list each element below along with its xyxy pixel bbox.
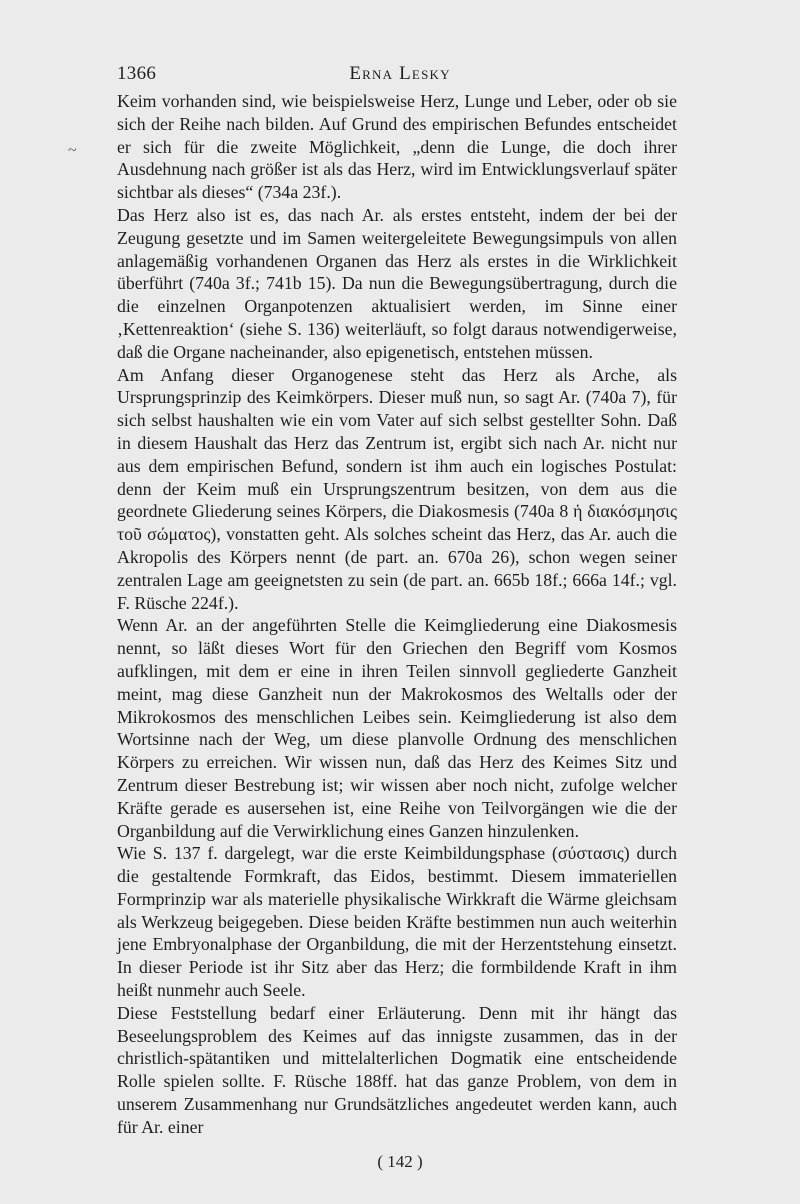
paragraph: Am Anfang dieser Organogenese steht das Herz als Arche, als Ursprungsprinzip des Keimkörpers. Dieser muß nun, so sagt Ar. (740a 7), für sich selbst haushalten wie ein vom Vater auf sich selbst gestellter Sohn. Daß in diesem Haushalt das Herz das Zentrum ist, ergibt sich nach Ar. nicht nur aus dem empirischen Befund, sondern ist ihm auch ein logisches Postulat: denn der Keim muß ein Ursprungszentrum besitzen, von dem aus die geordnete Gliederung seines Körpers, die Diakosmesis (740a 8 ἡ διακόσμησις τοῦ σώματος), vonstatten geht. Als solches scheint das Herz, das Ar. auch die Akropolis des Körpers nennt (de part. an. 670a 26), schon wegen seiner zentralen Lage am geeignetsten zu sein (de part. an. 665b 18f.; 666a 14f.; vgl. F. Rüsche 224f.). — [117, 364, 677, 613]
page-number: 1366 — [117, 63, 157, 84]
folio: ( 142 ) — [377, 1152, 423, 1171]
running-head — [117, 63, 683, 89]
body-text — [117, 90, 677, 1139]
paragraph: Wenn Ar. an der angeführten Stelle die Keimgliederung eine Diakosmesis nennt, so läßt dieses Wort für den Griechen den Begriff vom Kosmos aufklingen, mit dem er eine in ihren Teilen sinnvoll gegliederte Ganzheit meint, mag diese Ganzheit nun der Makrokosmos des Weltalls oder der Mikrokosmos des menschlichen Leibes sein. Keimgliederung ist also dem Wortsinne nach der Weg, um diese planvolle Ordnung des menschlichen Körpers zu erreichen. Wir wissen nun, daß das Herz des Keimes Sitz und Zentrum dieser Bestrebung ist; wir wissen aber noch nicht, zufolge welcher Kräfte gerade es ausersehen ist, eine Reihe von Teilvorgängen wie die der Organbildung auf die Verwirklichung eines Ganzen hinzulenken. — [117, 615, 677, 841]
paragraph: Wie S. 137 f. dargelegt, war die erste Keimbildungsphase (σύστασις) durch die gestaltende Formkraft, das Eidos, bestimmt. Diesem immateriellen Formprinzip war als materielle physikalische Wirkkraft die Wärme gleichsam als Werkzeug beigegeben. Diese beiden Kräfte bestimmen nun auch weiterhin jene Embryonalphase der Organbildung, die mit der Herzentstehung einsetzt. In dieser Periode ist ihr Sitz aber das Herz; die formbildende Kraft in ihm heißt nunmehr auch Seele. — [117, 843, 677, 1001]
running-head-author: Erna Lesky — [349, 63, 451, 84]
paragraph: Keim vorhanden sind, wie beispielsweise Herz, Lunge und Leber, oder ob sie sich der Reihe nach bilden. Auf Grund des empirischen Befundes entscheidet er sich für die zweite Möglichkeit, „denn die Lunge, die doch ihrer Ausdehnung nach größer ist als das Herz, wird im Entwicklungsverlauf später sichtbar als dieses“ (734a 23f.). — [117, 91, 677, 203]
margin-mark: ~ — [68, 142, 77, 159]
paragraph: Das Herz also ist es, das nach Ar. als erstes entsteht, indem der bei der Zeugung gesetzte und im Samen weitergeleitete Bewegungsimpuls von allen anlagemäßig vorhandenen Organen das Herz als erstes in die Wirklichkeit überführt (740a 3f.; 741b 15). Da nun die Bewegungsübertragung, durch die die einzelnen Organpotenzen aktualisiert werden, im Sinne einer ‚Kettenreaktion‘ (siehe S. 136) weiterläuft, so folgt daraus notwendigerweise, daß die Organe nacheinander, also epigenetisch, entstehen müssen. — [117, 204, 677, 362]
paragraph: Diese Feststellung bedarf einer Erläuterung. Denn mit ihr hängt das Beseelungsproblem des Keimes auf das innigste zusammen, das in der christlich-spätantiken und mittelalterlichen Dogmatik eine entscheidende Rolle spielen sollte. F. Rüsche 188ff. hat das ganze Problem, von dem in unserem Zusammenhang nur Grundsätzliches angedeutet werden kann, auch für Ar. einer — [117, 1002, 677, 1137]
